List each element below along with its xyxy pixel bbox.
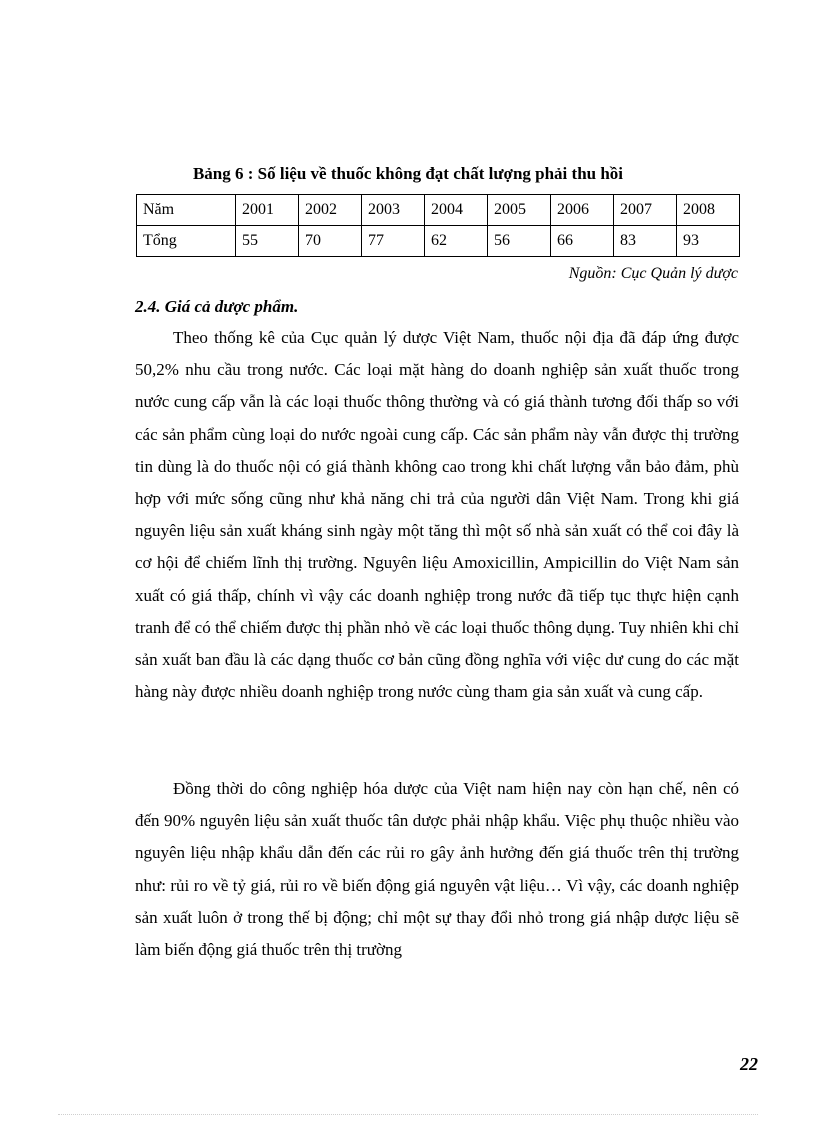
table-cell: 93 bbox=[677, 226, 740, 257]
table-caption: Bảng 6 : Số liệu về thuốc không đạt chất lượng phải thu hồi bbox=[192, 164, 624, 183]
table-cell: 56 bbox=[488, 226, 551, 257]
table-row-year bbox=[137, 195, 740, 226]
table-header-cell: Năm bbox=[137, 195, 236, 226]
table-row-total bbox=[137, 226, 740, 257]
table-source: Nguồn: Cục Quản lý dược bbox=[568, 265, 738, 282]
section-heading: 2.4. Giá cả dược phẩm. bbox=[135, 297, 299, 316]
table-header-cell: Tổng bbox=[137, 226, 236, 257]
body-paragraph: Đồng thời do công nghiệp hóa dược của Việt nam hiện nay còn hạn chế, nên có đến 90% nguyên liệu sản xuất thuốc tân dược phải nhập khẩu. Việc phụ thuộc nhiều vào nguyên liệu nhập khẩu dẫn đến các rủi ro gây ảnh hưởng đến giá thuốc trên thị trường như: rủi ro về tỷ giá, rủi ro về biến động giá nguyên vật liệu… Vì vậy, các doanh nghiệp sản xuất luôn ở trong thế bị động; chỉ một sự thay đổi nhỏ trong giá nhập dược liệu sẽ làm biến động giá thuốc trên thị trường bbox=[135, 779, 739, 960]
table-cell: 2005 bbox=[488, 195, 551, 226]
footer-divider bbox=[58, 1114, 758, 1115]
table-cell: 2001 bbox=[236, 195, 299, 226]
table-cell: 62 bbox=[425, 226, 488, 257]
table-cell: 2002 bbox=[299, 195, 362, 226]
table-cell: 2006 bbox=[551, 195, 614, 226]
table-cell: 70 bbox=[299, 226, 362, 257]
recall-table bbox=[136, 194, 740, 257]
body-paragraph: Theo thống kê của Cục quản lý dược Việt Nam, thuốc nội địa đã đáp ứng được 50,2% nhu cầu trong nước. Các loại mặt hàng do doanh nghiệp sản xuất thuốc trong nước cung cấp vẫn là các loại thuốc thông thường và có giá thành tương đối thấp so với các sản phẩm cùng loại do nước ngoài cung cấp. Các sản phẩm này vẫn được thị trường tin dùng là do thuốc nội có giá thành không cao trong khi chất lượng vẫn bảo đảm, phù hợp với mức sống cũng như khả năng chi trả của người dân Việt Nam. Trong khi giá nguyên liệu sản xuất kháng sinh ngày một tăng thì một số nhà sản xuất có thể coi đây là cơ hội để chiếm lĩnh thị trường. Nguyên liệu Amoxicillin, Ampicillin do Việt Nam sản xuất có giá thấp, chính vì vậy các doanh nghiệp trong nước đã tiếp tục thực hiện cạnh tranh để có thể chiếm được thị phần nhỏ về các loại thuốc thông dụng. Tuy nhiên khi chỉ sản xuất ban đầu là các dạng thuốc cơ bản cũng đồng nghĩa với việc dư cung do các mặt hàng này được nhiều doanh nghiệp trong nước cùng tham gia sản xuất và cung cấp. bbox=[135, 328, 739, 702]
table-cell: 66 bbox=[551, 226, 614, 257]
table-cell: 55 bbox=[236, 226, 299, 257]
table-cell: 83 bbox=[614, 226, 677, 257]
table-cell: 2004 bbox=[425, 195, 488, 226]
table-cell: 2008 bbox=[677, 195, 740, 226]
table-cell: 2007 bbox=[614, 195, 677, 226]
table-cell: 2003 bbox=[362, 195, 425, 226]
page-number: 22 bbox=[740, 1054, 758, 1074]
table-cell: 77 bbox=[362, 226, 425, 257]
